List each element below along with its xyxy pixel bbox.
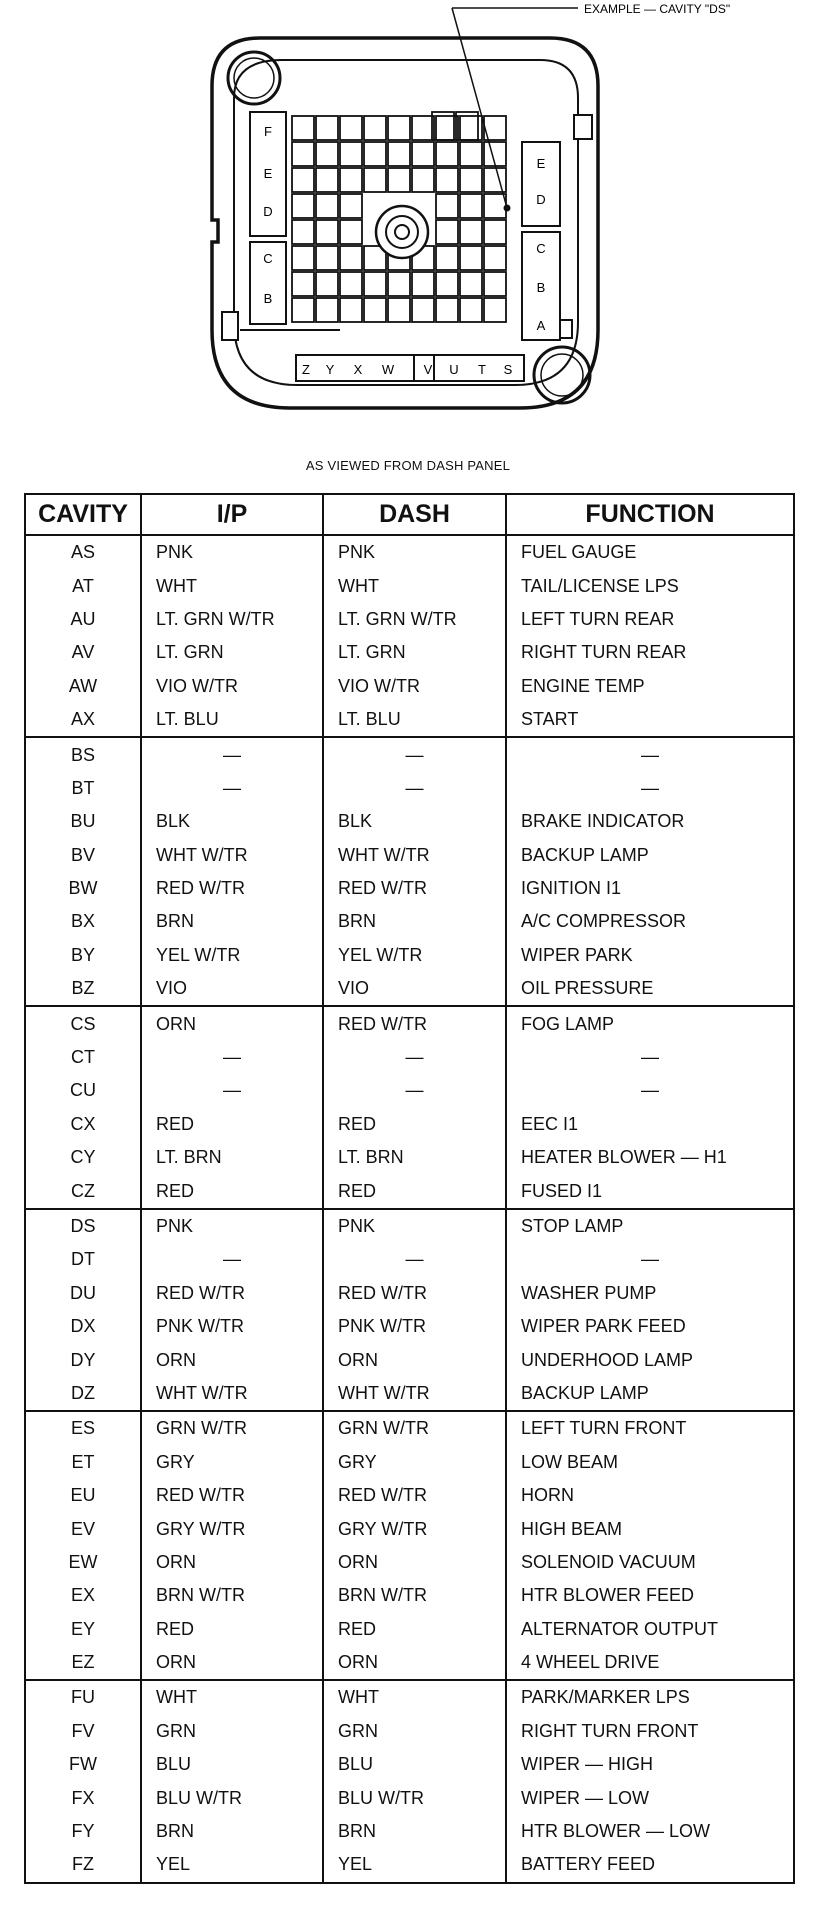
function-cell: BACKUP LAMP xyxy=(506,839,794,872)
ip-color-cell: GRY W/TR xyxy=(141,1512,323,1545)
dash-color-cell: LT. GRN xyxy=(323,636,506,669)
function-cell: BRAKE INDICATOR xyxy=(506,805,794,838)
cavity-slot xyxy=(340,142,362,166)
ip-color-cell: PNK xyxy=(141,1209,323,1243)
dash-color-cell: ORN xyxy=(323,1546,506,1579)
table-row xyxy=(25,1715,794,1748)
cavity-cell: EW xyxy=(25,1546,141,1579)
table-row xyxy=(25,1006,794,1040)
table-row xyxy=(25,569,794,602)
table-row xyxy=(25,1108,794,1141)
bottom-letter: W xyxy=(381,362,395,377)
ip-color-cell: LT. BLU xyxy=(141,703,323,737)
cavity-slot xyxy=(388,142,410,166)
table-row xyxy=(25,603,794,636)
cavity-slot xyxy=(436,194,458,218)
cavity-cell: AW xyxy=(25,670,141,703)
ip-color-cell: BLU xyxy=(141,1748,323,1781)
cavity-cell: BX xyxy=(25,905,141,938)
cavity-cell: FW xyxy=(25,1748,141,1781)
cavity-slot xyxy=(292,194,314,218)
cavity-slot xyxy=(340,298,362,322)
cavity-slot xyxy=(436,168,458,192)
ip-color-cell: RED xyxy=(141,1108,323,1141)
function-cell: A/C COMPRESSOR xyxy=(506,905,794,938)
cavity-slot xyxy=(340,272,362,296)
right-letter: D xyxy=(536,192,546,207)
cavity-slot xyxy=(364,116,386,140)
ip-color-cell: BRN xyxy=(141,905,323,938)
cavity-slot xyxy=(388,116,410,140)
dash-color-cell: GRY W/TR xyxy=(323,1512,506,1545)
dash-color-cell: WHT W/TR xyxy=(323,1377,506,1411)
dash-color-cell: WHT xyxy=(323,569,506,602)
dash-color-cell: VIO xyxy=(323,972,506,1006)
dash-color-cell: BRN xyxy=(323,905,506,938)
bottom-letter: V xyxy=(423,362,433,377)
cavity-cell: AU xyxy=(25,603,141,636)
example-cavity-dot xyxy=(504,205,511,212)
connector-diagram xyxy=(0,0,816,460)
cavity-slot xyxy=(436,272,458,296)
function-cell: WASHER PUMP xyxy=(506,1277,794,1310)
cavity-slot xyxy=(292,246,314,270)
cavity-slot xyxy=(316,246,338,270)
function-cell: WIPER PARK xyxy=(506,939,794,972)
function-cell: BACKUP LAMP xyxy=(506,1377,794,1411)
table-row xyxy=(25,737,794,771)
table-row xyxy=(25,1343,794,1376)
cavity-slot xyxy=(412,142,434,166)
function-cell: OIL PRESSURE xyxy=(506,972,794,1006)
cavity-cell: CT xyxy=(25,1041,141,1074)
cavity-cell: BU xyxy=(25,805,141,838)
cavity-slot xyxy=(460,194,482,218)
dash-color-cell: BLU xyxy=(323,1748,506,1781)
bottom-letter: S xyxy=(503,362,513,377)
cavity-cell: AV xyxy=(25,636,141,669)
cavity-slot xyxy=(364,142,386,166)
table-row xyxy=(25,1209,794,1243)
cavity-cell: ES xyxy=(25,1411,141,1445)
cavity-slot xyxy=(436,142,458,166)
table-row xyxy=(25,1848,794,1882)
cavity-slot xyxy=(436,246,458,270)
cavity-slot xyxy=(292,220,314,244)
cavity-slot xyxy=(340,220,362,244)
ip-color-cell: VIO W/TR xyxy=(141,670,323,703)
ip-color-cell: ORN xyxy=(141,1006,323,1040)
cavity-slot xyxy=(460,142,482,166)
ip-color-cell: WHT xyxy=(141,1680,323,1714)
cavity-slot xyxy=(340,168,362,192)
table-row xyxy=(25,1613,794,1646)
dash-color-cell: LT. BLU xyxy=(323,703,506,737)
ip-color-cell: LT. GRN xyxy=(141,636,323,669)
table-row xyxy=(25,1646,794,1680)
ip-color-cell: ORN xyxy=(141,1546,323,1579)
cavity-slot xyxy=(484,168,506,192)
center-post xyxy=(376,206,428,258)
dash-color-cell: WHT xyxy=(323,1680,506,1714)
cavity-cell: BZ xyxy=(25,972,141,1006)
cavity-slot xyxy=(292,116,314,140)
cavity-cell: DZ xyxy=(25,1377,141,1411)
dash-color-cell: PNK xyxy=(323,1209,506,1243)
cavity-slot xyxy=(484,246,506,270)
cavity-slot xyxy=(316,220,338,244)
bottom-letter: T xyxy=(478,362,486,377)
cavity-cell: FV xyxy=(25,1715,141,1748)
ip-color-cell: GRY xyxy=(141,1446,323,1479)
function-cell: SOLENOID VACUUM xyxy=(506,1546,794,1579)
table-row xyxy=(25,1781,794,1814)
cavity-slot xyxy=(364,298,386,322)
ip-color-cell: YEL xyxy=(141,1848,323,1882)
right-letter-labels xyxy=(536,156,545,333)
function-cell: PARK/MARKER LPS xyxy=(506,1680,794,1714)
function-cell: — xyxy=(506,737,794,771)
cavity-cell: FY xyxy=(25,1815,141,1848)
ip-color-cell: RED xyxy=(141,1613,323,1646)
dash-color-cell: YEL W/TR xyxy=(323,939,506,972)
ip-color-cell: VIO xyxy=(141,972,323,1006)
table-row xyxy=(25,636,794,669)
ip-color-cell: — xyxy=(141,737,323,771)
table-row xyxy=(25,872,794,905)
function-cell: — xyxy=(506,1243,794,1276)
function-cell: STOP LAMP xyxy=(506,1209,794,1243)
cavity-slot xyxy=(388,298,410,322)
function-cell: ALTERNATOR OUTPUT xyxy=(506,1613,794,1646)
function-cell: LOW BEAM xyxy=(506,1446,794,1479)
ip-color-cell: — xyxy=(141,772,323,805)
table-row xyxy=(25,1041,794,1074)
cavity-slot xyxy=(484,272,506,296)
cavity-slot xyxy=(460,220,482,244)
ip-color-cell: BRN xyxy=(141,1815,323,1848)
function-cell: IGNITION I1 xyxy=(506,872,794,905)
table-row xyxy=(25,972,794,1006)
cavity-slot xyxy=(340,116,362,140)
function-cell: WIPER — HIGH xyxy=(506,1748,794,1781)
header-cavity: CAVITY xyxy=(25,494,141,535)
ip-color-cell: BLU W/TR xyxy=(141,1781,323,1814)
function-cell: LEFT TURN REAR xyxy=(506,603,794,636)
cavity-slot xyxy=(292,298,314,322)
left-letter-labels xyxy=(263,124,272,306)
ip-color-cell: WHT W/TR xyxy=(141,1377,323,1411)
ip-color-cell: — xyxy=(141,1243,323,1276)
function-cell: FUEL GAUGE xyxy=(506,535,794,569)
bottom-letter: X xyxy=(353,362,363,377)
cavity-cell: BS xyxy=(25,737,141,771)
cavity-cell: EV xyxy=(25,1512,141,1545)
cavity-cell: BT xyxy=(25,772,141,805)
dash-color-cell: BRN W/TR xyxy=(323,1579,506,1612)
header-dash: DASH xyxy=(323,494,506,535)
table-row xyxy=(25,772,794,805)
table-row xyxy=(25,703,794,737)
ip-color-cell: RED W/TR xyxy=(141,1479,323,1512)
dash-color-cell: RED W/TR xyxy=(323,872,506,905)
function-cell: HTR BLOWER FEED xyxy=(506,1579,794,1612)
function-cell: TAIL/LICENSE LPS xyxy=(506,569,794,602)
cavity-cell: FX xyxy=(25,1781,141,1814)
cavity-slot xyxy=(460,298,482,322)
dash-color-cell: RED xyxy=(323,1108,506,1141)
function-cell: FUSED I1 xyxy=(506,1174,794,1208)
right-letter: B xyxy=(536,280,546,295)
table-row xyxy=(25,1680,794,1714)
table-row xyxy=(25,1546,794,1579)
table-row xyxy=(25,939,794,972)
bottom-letter-labels xyxy=(302,362,513,377)
cavity-slot xyxy=(460,246,482,270)
cavity-slot xyxy=(340,246,362,270)
dash-color-cell: BRN xyxy=(323,1815,506,1848)
cavity-slot xyxy=(316,272,338,296)
cavity-slot xyxy=(316,116,338,140)
dash-color-cell: PNK W/TR xyxy=(323,1310,506,1343)
table-row xyxy=(25,1141,794,1174)
header-function: FUNCTION xyxy=(506,494,794,535)
function-cell: WIPER — LOW xyxy=(506,1781,794,1814)
function-cell: ENGINE TEMP xyxy=(506,670,794,703)
bottom-letter: Y xyxy=(325,362,335,377)
left-letter: D xyxy=(263,204,273,219)
left-letter: B xyxy=(263,291,273,306)
cavity-slot xyxy=(460,272,482,296)
cavity-slot xyxy=(340,194,362,218)
function-cell: FOG LAMP xyxy=(506,1006,794,1040)
left-letter: F xyxy=(264,124,272,139)
table-header-row xyxy=(25,494,794,535)
cavity-slot xyxy=(412,272,434,296)
cavity-cell: EX xyxy=(25,1579,141,1612)
dash-color-cell: — xyxy=(323,1243,506,1276)
dash-color-cell: LT. GRN W/TR xyxy=(323,603,506,636)
cavity-slot xyxy=(412,116,434,140)
table-row xyxy=(25,905,794,938)
function-cell: BATTERY FEED xyxy=(506,1848,794,1882)
cavity-cell: AT xyxy=(25,569,141,602)
header-ip: I/P xyxy=(141,494,323,535)
dash-color-cell: RED W/TR xyxy=(323,1277,506,1310)
dash-color-cell: PNK xyxy=(323,535,506,569)
ip-color-cell: GRN W/TR xyxy=(141,1411,323,1445)
function-cell: EEC I1 xyxy=(506,1108,794,1141)
ip-color-cell: LT. BRN xyxy=(141,1141,323,1174)
function-cell: HEATER BLOWER — H1 xyxy=(506,1141,794,1174)
dash-color-cell: GRN W/TR xyxy=(323,1411,506,1445)
dash-color-cell: BLU W/TR xyxy=(323,1781,506,1814)
cavity-slot xyxy=(316,142,338,166)
cavity-cell: FZ xyxy=(25,1848,141,1882)
cavity-cell: FU xyxy=(25,1680,141,1714)
dash-color-cell: VIO W/TR xyxy=(323,670,506,703)
cavity-cell: BV xyxy=(25,839,141,872)
table-row xyxy=(25,1411,794,1445)
dash-color-cell: RED W/TR xyxy=(323,1479,506,1512)
table-row xyxy=(25,1815,794,1848)
ip-color-cell: RED W/TR xyxy=(141,1277,323,1310)
cavity-slot xyxy=(292,272,314,296)
cavity-slot xyxy=(436,220,458,244)
cavity-slot xyxy=(412,168,434,192)
cavity-cell: DT xyxy=(25,1243,141,1276)
function-cell: WIPER PARK FEED xyxy=(506,1310,794,1343)
dash-color-cell: WHT W/TR xyxy=(323,839,506,872)
cavity-cell: BW xyxy=(25,872,141,905)
table-row xyxy=(25,805,794,838)
ip-color-cell: RED xyxy=(141,1174,323,1208)
cavity-cell: EU xyxy=(25,1479,141,1512)
cavity-slot xyxy=(316,194,338,218)
function-cell: 4 WHEEL DRIVE xyxy=(506,1646,794,1680)
function-cell: RIGHT TURN FRONT xyxy=(506,1715,794,1748)
cavity-slot xyxy=(316,298,338,322)
ip-color-cell: WHT xyxy=(141,569,323,602)
function-cell: HIGH BEAM xyxy=(506,1512,794,1545)
cavity-cell: AS xyxy=(25,535,141,569)
cavity-cell: DS xyxy=(25,1209,141,1243)
ip-color-cell: — xyxy=(141,1074,323,1107)
dash-color-cell: YEL xyxy=(323,1848,506,1882)
cavity-cell: BY xyxy=(25,939,141,972)
cavity-slot xyxy=(460,168,482,192)
cavity-wiring-table xyxy=(24,493,795,1884)
function-cell: LEFT TURN FRONT xyxy=(506,1411,794,1445)
cavity-slot xyxy=(292,168,314,192)
ip-color-cell: PNK W/TR xyxy=(141,1310,323,1343)
ip-color-cell: ORN xyxy=(141,1343,323,1376)
ip-color-cell: BRN W/TR xyxy=(141,1579,323,1612)
cavity-cell: DX xyxy=(25,1310,141,1343)
ip-color-cell: — xyxy=(141,1041,323,1074)
dash-color-cell: — xyxy=(323,737,506,771)
cavity-cell: CU xyxy=(25,1074,141,1107)
function-cell: RIGHT TURN REAR xyxy=(506,636,794,669)
function-cell: START xyxy=(506,703,794,737)
cavity-slot xyxy=(316,168,338,192)
table-body xyxy=(25,535,794,1883)
table-row xyxy=(25,1310,794,1343)
cavity-slot xyxy=(436,298,458,322)
function-cell: UNDERHOOD LAMP xyxy=(506,1343,794,1376)
table-row xyxy=(25,1512,794,1545)
cavity-slot xyxy=(484,194,506,218)
table-row xyxy=(25,670,794,703)
cavity-cell: DY xyxy=(25,1343,141,1376)
function-cell: HORN xyxy=(506,1479,794,1512)
dash-color-cell: LT. BRN xyxy=(323,1141,506,1174)
table-row xyxy=(25,535,794,569)
cavity-slot xyxy=(292,142,314,166)
cavity-cell: CS xyxy=(25,1006,141,1040)
table-row xyxy=(25,1377,794,1411)
table-row xyxy=(25,1479,794,1512)
right-letter: A xyxy=(536,318,546,333)
cavity-cell: EZ xyxy=(25,1646,141,1680)
table-row xyxy=(25,1277,794,1310)
ip-color-cell: YEL W/TR xyxy=(141,939,323,972)
cavity-slot xyxy=(412,298,434,322)
table-row xyxy=(25,1748,794,1781)
cavity-slot xyxy=(364,272,386,296)
table-row xyxy=(25,1579,794,1612)
cavity-cell: ET xyxy=(25,1446,141,1479)
diagram-caption: AS VIEWED FROM DASH PANEL xyxy=(305,458,511,473)
cavity-slot xyxy=(388,272,410,296)
table-row xyxy=(25,1243,794,1276)
dash-color-cell: — xyxy=(323,772,506,805)
dash-color-cell: RED xyxy=(323,1174,506,1208)
dash-color-cell: GRN xyxy=(323,1715,506,1748)
function-cell: — xyxy=(506,1041,794,1074)
cavity-slot xyxy=(484,220,506,244)
cavity-slot xyxy=(484,298,506,322)
function-cell: — xyxy=(506,772,794,805)
ip-color-cell: BLK xyxy=(141,805,323,838)
cavity-slot xyxy=(364,168,386,192)
table-row xyxy=(25,1174,794,1208)
table-row xyxy=(25,1446,794,1479)
table-row xyxy=(25,839,794,872)
cavity-cell: DU xyxy=(25,1277,141,1310)
bottom-letter: Z xyxy=(302,362,310,377)
right-letter: C xyxy=(536,241,546,256)
left-letter: E xyxy=(263,166,273,181)
cavity-cell: EY xyxy=(25,1613,141,1646)
ip-color-cell: GRN xyxy=(141,1715,323,1748)
ip-color-cell: LT. GRN W/TR xyxy=(141,603,323,636)
cavity-cell: CX xyxy=(25,1108,141,1141)
dash-color-cell: RED W/TR xyxy=(323,1006,506,1040)
ip-color-cell: PNK xyxy=(141,535,323,569)
cavity-cell: CZ xyxy=(25,1174,141,1208)
dash-color-cell: ORN xyxy=(323,1343,506,1376)
dash-color-cell: ORN xyxy=(323,1646,506,1680)
left-letter: C xyxy=(263,251,273,266)
dash-color-cell: — xyxy=(323,1041,506,1074)
table-row xyxy=(25,1074,794,1107)
example-label: EXAMPLE — CAVITY "DS" xyxy=(584,2,731,16)
function-cell: HTR BLOWER — LOW xyxy=(506,1815,794,1848)
dash-color-cell: RED xyxy=(323,1613,506,1646)
cavity-slot xyxy=(388,168,410,192)
dash-color-cell: — xyxy=(323,1074,506,1107)
cavity-cell: CY xyxy=(25,1141,141,1174)
dash-color-cell: GRY xyxy=(323,1446,506,1479)
ip-color-cell: WHT W/TR xyxy=(141,839,323,872)
bottom-letter: U xyxy=(449,362,459,377)
ip-color-cell: ORN xyxy=(141,1646,323,1680)
dash-color-cell: BLK xyxy=(323,805,506,838)
function-cell: — xyxy=(506,1074,794,1107)
cavity-cell: AX xyxy=(25,703,141,737)
right-letter: E xyxy=(536,156,546,171)
ip-color-cell: RED W/TR xyxy=(141,872,323,905)
